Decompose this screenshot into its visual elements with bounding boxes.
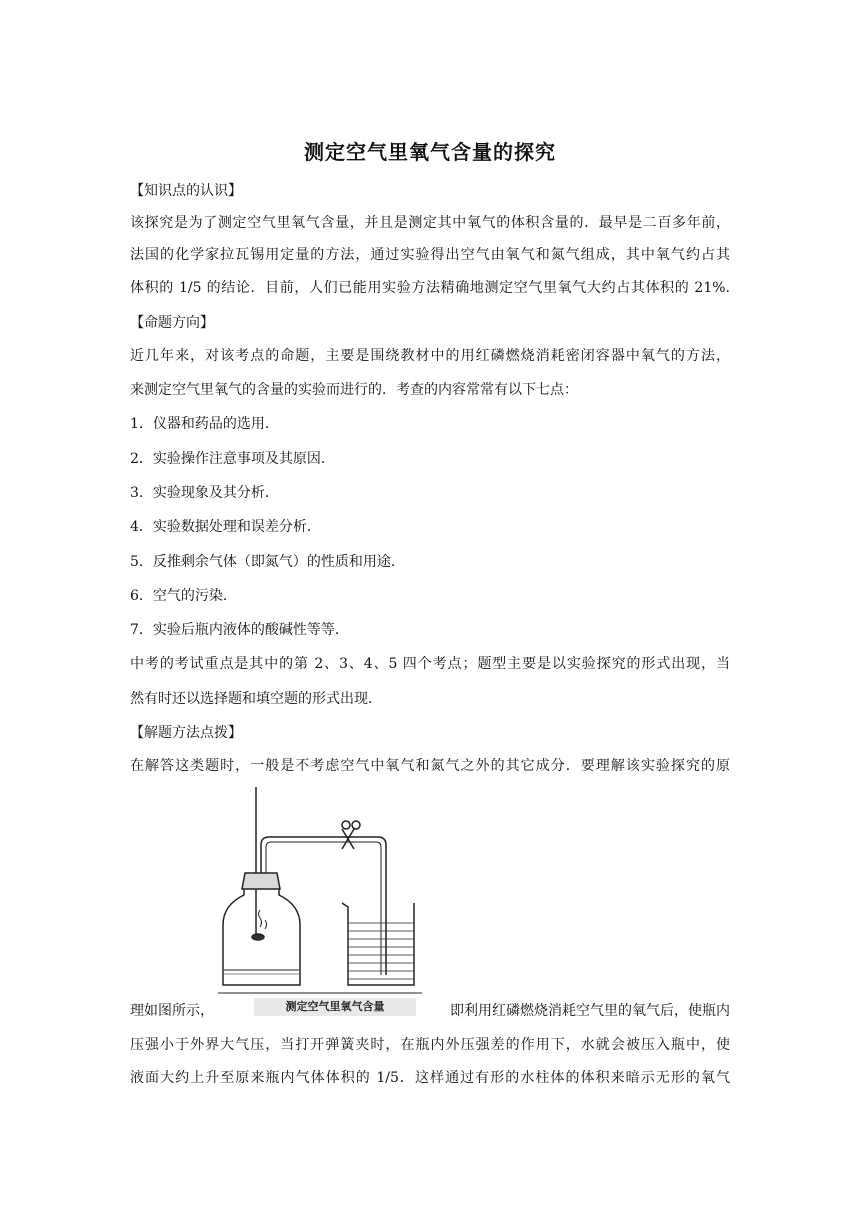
paragraph-line: 来测定空气里氧气的含量的实验而进行的．考查的内容常常有以下七点：: [130, 382, 578, 398]
list-item: 1．仪器和药品的选用．: [130, 416, 279, 432]
section-heading-direction: 【命题方向】: [130, 315, 214, 331]
connecting-tube: [261, 837, 386, 975]
list-item: 4．实验数据处理和误差分析．: [130, 519, 321, 535]
figure-caption: 测定空气里氧气含量: [285, 1000, 385, 1013]
list-item: 2．实验操作注意事项及其原因．: [130, 451, 335, 467]
paragraph-line: 近几年来，对该考点的命题，主要是围绕教材中的用红磷燃烧消耗密闭容器中氧气的方法，: [130, 348, 730, 364]
paragraph-line: 然有时还以选择题和填空题的形式出现．: [130, 691, 382, 707]
paragraph-line: 压强小于外界大气压，当打开弹簧夹时，在瓶内外压强差的作用下，水就会被压入瓶中，使: [130, 1037, 730, 1053]
paragraph-line: 该探究是为了测定空气里氧气含量，并且是测定其中氧气的体积含量的．最早是二百多年前，: [130, 215, 730, 231]
combustion-spoon: [252, 934, 264, 940]
list-item: 3．实验现象及其分析．: [130, 485, 279, 501]
beaker: [342, 903, 414, 985]
paragraph-line: 体积的 1/5 的结论．目前，人们已能用实验方法精确地测定空气里氧气大约占其体积的 21%.: [130, 280, 730, 296]
section-heading-method: 【解题方法点拨】: [130, 725, 242, 741]
section-heading-knowledge: 【知识点的认识】: [130, 183, 242, 199]
paragraph-line: 液面大约上升至原来瓶内气体体积的 1/5．这样通过有形的水柱体的体积来暗示无形的氧气: [130, 1070, 730, 1086]
page-title: 测定空气里氧气含量的探究: [304, 140, 556, 164]
apparatus-figure: [218, 785, 422, 1017]
list-item: 6．空气的污染．: [130, 588, 237, 604]
list-item: 7．实验后瓶内液体的酸碱性等等．: [130, 622, 349, 638]
paragraph-line: 中考的考试重点是其中的第 2、3、4、5 四个考点；题型主要是以实验探究的形式出现，当: [130, 656, 730, 672]
paragraph-inline-left: 理如图所示，: [130, 1003, 214, 1019]
paragraph-line: 法国的化学家拉瓦锡用定量的方法，通过实验得出空气由氧气和氮气组成，其中氧气约占其: [130, 247, 730, 263]
smoke: [259, 910, 262, 927]
paragraph-inline-right: 即利用红磷燃烧消耗空气里的氧气后，使瓶内: [450, 1003, 730, 1019]
paragraph-line: 在解答这类题时，一般是不考虑空气中氧气和氮气之外的其它成分．要理解该实验探究的原: [130, 758, 730, 774]
jar-stopper: [242, 873, 280, 889]
list-item: 5．反推剩余气体（即氮气）的性质和用途．: [130, 554, 405, 570]
